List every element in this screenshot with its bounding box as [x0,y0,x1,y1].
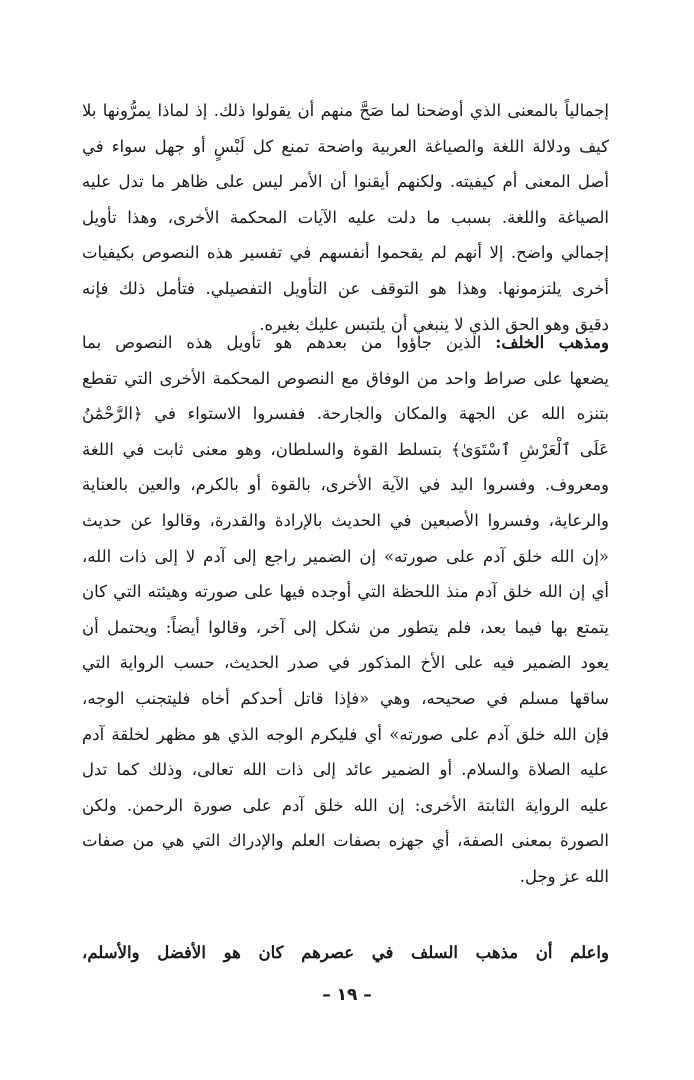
paragraph-line: ومعروف. وفسروا اليد في الآية الأخرى، بالقوة أو بالكرم، والعين بالعناية [82,475,609,495]
page-number: – ١٩ – [322,985,372,1005]
paragraph-line: الله عز وجل. [519,866,609,886]
paragraph-line: إجمالي واضح. إلا أنهم لم يقحموا أنفسهم في تفسير هذه النصوص بكيفيات [82,243,609,263]
paragraph-3 [82,935,609,971]
paragraph-line: عَلَى ٱلْعَرْشِ ٱسْتَوَىٰ﴾ بتسلط القوة والسلطان، وهو معنى ثابت في اللغة [82,439,609,459]
paragraph-line: الصياغة واللغة. بسبب ما دلت عليه الآيات المحكمة الأخرى، وهذا تأويل [82,207,609,227]
paragraph-line: عليه الصلاة والسلام. أو الضمير عائد إلى ذات الله تعالى، وذلك كما تدل [82,760,609,780]
paragraph-2 [82,325,609,895]
paragraph-line: أي إن الله خلق آدم منذ اللحظة التي أوجده فيها على صورته وهيئته التي كان [82,582,609,602]
section-heading: ومذهب الخلف: [495,333,609,352]
paragraph-line: ساقها مسلم في صحيحه، وهي «فإذا قاتل أحدكم أخاه فليتجنب الوجه، [82,688,609,708]
paragraph-line: أصل المعنى أم كيفيته. ولكنهم أيقنوا أن الأمر ليس على ظاهر ما تدل عليه [82,172,609,192]
paragraph-1 [82,93,609,342]
paragraph-line: عليه الرواية الثابتة الأخرى: إن الله خلق آدم على صورة الرحمن. ولكن [82,795,609,815]
paragraph-line: يعود الضمير فيه على الأخ المذكور في صدر الحديث، حسب الرواية التي [82,653,609,673]
paragraph-line: يضعها على صراط واحد من الوفاق مع النصوص المحكمة الأخرى التي تقطع [82,368,609,388]
heading-continuation: الذين جاؤوا من بعدهم هو تأويل هذه النصوص بما [82,333,482,352]
paragraph-line: دقيق وهو الحق الذي لا ينبغي أن يلتبس عليك بغيره. [259,314,609,334]
paragraph-line: بتنزه الله عن الجهة والمكان والجارحة. ففسروا الاستواء في ﴿الرَّحْمَٰنُ [82,404,609,424]
paragraph-line: إجمالياً بالمعنى الذي أوضحنا لما صَحَّ منهم أن يقولوا ذلك. إذ لماذا يمرُّونها بلا [82,101,609,120]
paragraph-line: واعلم أن مذهب السلف في عصرهم كان هو الأفضل والأسلم، [82,943,609,962]
paragraph-line: «إن الله خلق آدم على صورته» إن الضمير راجع إلى آدم لا إلى ذات الله، [82,546,609,566]
paragraph-line: والرعاية، وفسروا الأصبعين في الحديث بالإرادة والقدرة، وقالوا عن حديث [82,510,609,530]
paragraph-line: فإن الله خلق آدم على صورته» أي فليكرم الوجه الذي هو مظهر لخلقة آدم [82,724,609,744]
paragraph-first-line [82,325,609,361]
paragraph-line: أخرى يلتزمونها. وهذا هو التوقف عن التأويل التفصيلي. فتأمل ذلك فإنه [82,278,609,298]
paragraph-line: الصورة بمعنى الصفة، أي جهزه بصفات العلم والإدراك التي هي من صفات [82,831,609,851]
paragraph-line: يتمتع بها فيما بعد، فلم يتطور من شكل إلى آخر، وقالوا أيضاً: ويحتمل أن [82,617,609,637]
paragraph-line: كيف ودلالة اللغة والصياغة العربية واضحة تمنع كل لَبْسٍ أو جهل سواء في [82,136,609,156]
